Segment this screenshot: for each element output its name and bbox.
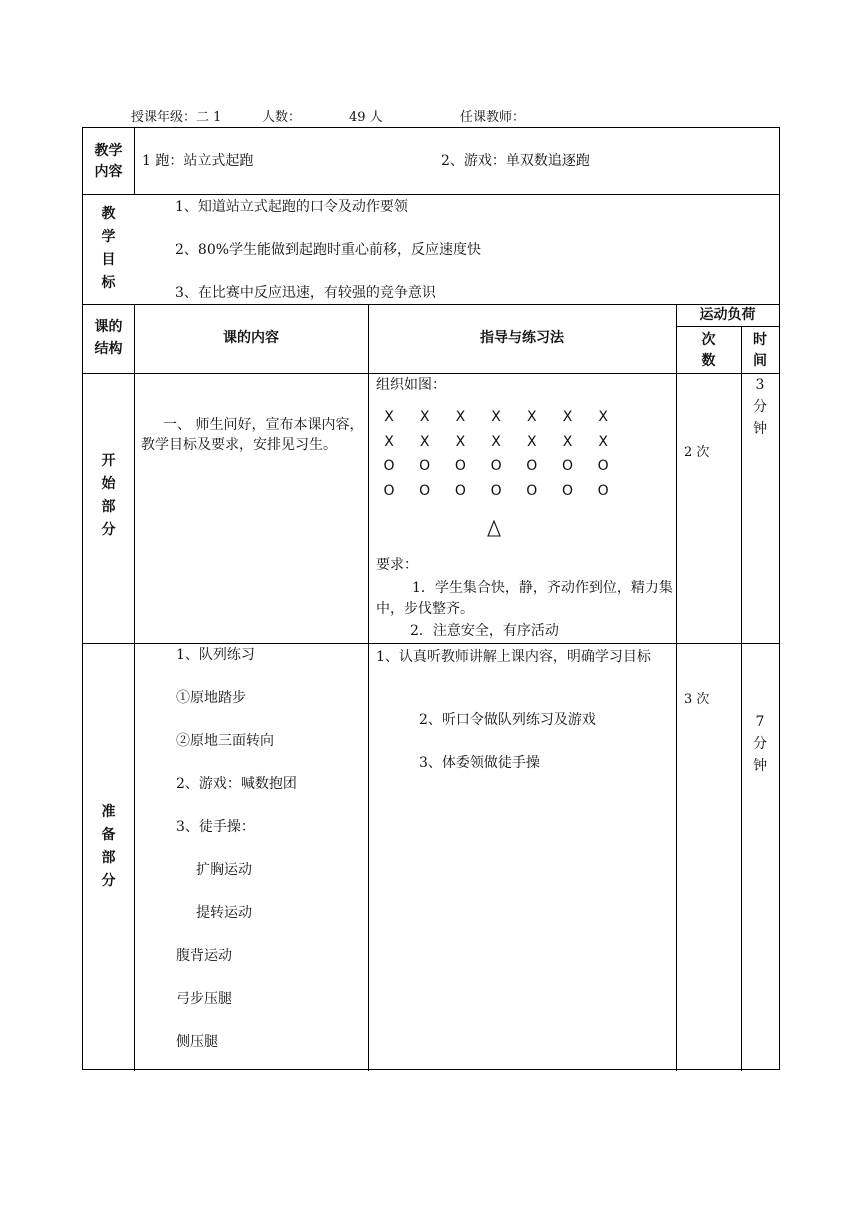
formation-mark: O — [597, 482, 609, 499]
formation-mark: X — [598, 433, 608, 450]
formation-mark: O — [419, 458, 431, 474]
count-value: 49 人 — [349, 110, 383, 125]
prep-item-8: 腹背运动 — [176, 948, 232, 964]
goal-item-2: 2、80%学生能做到起跑时重心前移，反应速度快 — [175, 242, 482, 258]
col-content-header: 课的内容 — [223, 330, 279, 346]
col-method-header: 指导与练习法 — [480, 330, 564, 346]
load-time-char2: 间 — [753, 353, 767, 369]
lesson-plan-table — [82, 127, 780, 1070]
prep-time-char2: 分 — [753, 736, 767, 752]
goals-label-char2: 学 — [101, 229, 116, 245]
formation-mark: X — [491, 409, 501, 425]
formation-mark: O — [454, 482, 466, 499]
triangle-icon — [487, 520, 501, 537]
prep-method-2: 2、听口令做队列练习及游戏 — [419, 712, 596, 728]
formation-mark: X — [455, 409, 466, 425]
org-title: 组织如图： — [376, 377, 446, 393]
formation-mark: X — [562, 433, 573, 450]
prep-count: 3 次 — [684, 692, 710, 707]
content-label-line1: 教学 — [94, 143, 123, 159]
prep-item-9: 弓步压腿 — [176, 991, 232, 1007]
prep-time-char1: 7 — [755, 714, 765, 730]
goals-label-char4: 标 — [101, 275, 116, 291]
req-item-1: 1．学生集合快，静，齐动作到位，精力集中，步伐整齐。 — [376, 580, 673, 617]
prep-item-1: 1、队列练习 — [176, 647, 255, 663]
prep-label-char2: 备 — [101, 827, 116, 843]
formation-mark: X — [455, 433, 466, 450]
start-label-char2: 始 — [101, 476, 116, 492]
formation-mark: O — [561, 482, 574, 499]
goal-item-3: 3、在比赛中反应迅速，有较强的竞争意识 — [175, 285, 436, 301]
formation-mark: O — [383, 482, 395, 499]
lesson-header — [0, 106, 860, 128]
formation-mark: X — [491, 433, 501, 450]
start-time-char3: 钟 — [753, 421, 767, 437]
prep-method-3: 3、体委领做徒手操 — [419, 755, 540, 771]
prep-label-char4: 分 — [101, 873, 116, 889]
formation-mark: O — [490, 482, 502, 499]
teacher-label: 任课教师： — [460, 110, 526, 125]
goals-label-char1: 教 — [101, 206, 116, 222]
formation-mark: O — [526, 482, 538, 499]
start-count: 2 次 — [684, 445, 710, 460]
formation-mark: O — [561, 458, 574, 474]
load-header: 运动负荷 — [699, 307, 756, 323]
formation-mark: X — [419, 433, 430, 450]
formation-mark: O — [419, 482, 431, 499]
goals-label-char3: 目 — [101, 252, 116, 268]
prep-item-3: ②原地三面转向 — [176, 733, 274, 749]
prep-item-2: ①原地踏步 — [176, 690, 246, 706]
prep-item-7: 提转运动 — [196, 905, 252, 921]
grade-label: 授课年级：二 1 — [131, 110, 222, 125]
count-label: 人数： — [262, 110, 302, 125]
start-time-char2: 分 — [753, 399, 767, 415]
content-item-2: 2、游戏：单双数追逐跑 — [441, 153, 590, 169]
content-label-line2: 内容 — [94, 164, 123, 180]
formation-mark: X — [598, 409, 608, 425]
start-time-char1: 3 — [755, 377, 765, 393]
formation-mark: X — [562, 409, 573, 425]
formation-mark: O — [383, 458, 395, 474]
prep-item-5: 3、徒手操： — [176, 819, 255, 835]
content-item-1: 1 跑：站立式起跑 — [142, 153, 254, 169]
formation-mark: X — [384, 433, 394, 450]
goal-item-1: 1、知道站立式起跑的口令及动作要领 — [175, 199, 408, 215]
req-item-2: 2．注意安全，有序活动 — [410, 623, 559, 639]
prep-item-6: 扩胸运动 — [196, 862, 252, 878]
load-count-char2: 数 — [701, 353, 716, 369]
prep-item-10: 侧压腿 — [176, 1034, 218, 1050]
structure-label-line1: 课的 — [94, 319, 123, 335]
prep-time-char3: 钟 — [753, 758, 767, 774]
formation-mark: X — [527, 409, 537, 425]
formation-mark: X — [527, 433, 537, 450]
req-title: 要求： — [376, 557, 418, 573]
start-label-char4: 分 — [101, 522, 116, 538]
prep-method-1: 1、认真听教师讲解上课内容，明确学习目标 — [376, 649, 651, 665]
load-count-char1: 次 — [701, 332, 716, 348]
load-time-char1: 时 — [753, 332, 767, 348]
formation-mark: O — [454, 458, 466, 474]
formation-mark: X — [384, 409, 394, 425]
formation-mark: O — [597, 458, 609, 474]
formation-mark: O — [490, 458, 502, 474]
structure-label-line2: 结构 — [94, 341, 123, 357]
prep-label-char1: 准 — [101, 804, 116, 820]
start-content: 一、 师生问好，宣布本课内容，教学目标及要求，安排见习生。 — [141, 417, 364, 453]
prep-label-char3: 部 — [101, 850, 116, 866]
formation-mark: X — [419, 409, 430, 425]
prep-item-4: 2、游戏：喊数抱团 — [176, 776, 297, 792]
formation-mark: O — [526, 458, 538, 474]
start-label-char1: 开 — [101, 453, 116, 469]
start-label-char3: 部 — [101, 499, 116, 515]
